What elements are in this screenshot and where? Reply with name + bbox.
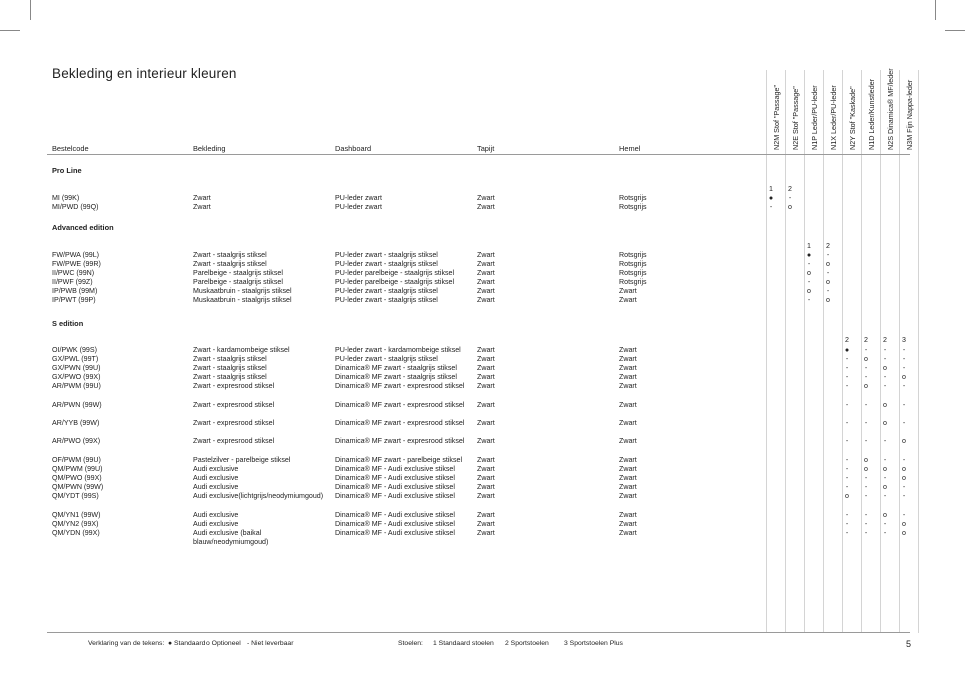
headliner: Zwart — [619, 511, 637, 519]
order-code: GX/PWO (99X) — [52, 373, 101, 381]
crop-mark — [935, 0, 936, 20]
col-header-option: N2Y Stof "Kaskade" — [848, 86, 857, 150]
upholstery: Audi exclusive — [193, 520, 239, 528]
seat-number: 2 — [883, 336, 887, 344]
page-title: Bekleding en interieur kleuren — [52, 66, 237, 81]
carpet: Zwart — [477, 373, 495, 381]
availability-mark: - — [845, 355, 849, 363]
order-code: MI (99K) — [52, 194, 80, 202]
col-header-option: N1X Leder/PU-leder — [829, 85, 838, 150]
carpet: Zwart — [477, 203, 495, 211]
order-code: AR/PWM (99U) — [52, 382, 101, 390]
dashboard: Dinamica® MF zwart - staalgrijs stiksel — [335, 364, 457, 372]
upholstery: Zwart - staalgrijs stiksel — [193, 373, 267, 381]
upholstery: Muskaatbruin - staalgrijs stiksel — [193, 296, 292, 304]
availability-mark: - — [902, 382, 906, 390]
carpet: Zwart — [477, 483, 495, 491]
availability-mark: o — [902, 465, 906, 473]
section-title: Pro Line — [52, 166, 82, 175]
availability-mark: - — [902, 401, 906, 409]
availability-mark: - — [845, 483, 849, 491]
carpet: Zwart — [477, 492, 495, 500]
availability-mark: o — [883, 511, 887, 519]
order-code: QM/YDT (99S) — [52, 492, 99, 500]
availability-mark: - — [845, 529, 849, 537]
headliner: Zwart — [619, 382, 637, 390]
order-code: QM/YDN (99X) — [52, 529, 100, 537]
seat-number: 3 — [902, 336, 906, 344]
availability-mark: - — [864, 520, 868, 528]
upholstery: Audi exclusive — [193, 465, 239, 473]
seats-label: Stoelen: — [398, 640, 423, 647]
availability-mark: o — [788, 203, 792, 211]
dashboard: Dinamica® MF zwart - expresrood stiksel — [335, 382, 465, 390]
carpet: Zwart — [477, 260, 495, 268]
upholstery: Zwart - expresrood stiksel — [193, 419, 275, 427]
col-header-bekleding: Bekleding — [193, 144, 226, 153]
seat-number: 2 — [826, 242, 830, 250]
order-code: FW/PWA (99L) — [52, 251, 100, 259]
carpet: Zwart — [477, 251, 495, 259]
seat-number: 2 — [788, 185, 792, 193]
upholstery: Zwart - kardamombeige stiksel — [193, 346, 290, 354]
availability-mark: - — [902, 346, 906, 354]
headliner: Zwart — [619, 346, 637, 354]
headliner: Zwart — [619, 465, 637, 473]
crop-mark — [30, 0, 31, 20]
col-header-option: N1D Leder/Kunstleder — [867, 78, 876, 150]
carpet: Zwart — [477, 296, 495, 304]
col-header-option: N2S Dinamica® MF/leder — [886, 68, 895, 150]
crop-mark — [0, 30, 20, 31]
dashboard: PU-leder zwart - staalgrijs stiksel — [335, 260, 438, 268]
carpet: Zwart — [477, 194, 495, 202]
availability-mark: - — [845, 401, 849, 409]
availability-mark: - — [883, 492, 887, 500]
carpet: Zwart — [477, 287, 495, 295]
availability-mark: o — [902, 520, 906, 528]
availability-mark: - — [864, 511, 868, 519]
availability-mark: - — [807, 296, 811, 304]
page-number: 5 — [906, 639, 912, 649]
availability-mark: - — [845, 437, 849, 445]
headliner: Rotsgrijs — [619, 251, 647, 259]
order-code: OI/PWK (99S) — [52, 346, 97, 354]
availability-mark: - — [845, 520, 849, 528]
order-code: QM/PWN (99W) — [52, 483, 104, 491]
upholstery: Zwart - staalgrijs stiksel — [193, 260, 267, 268]
availability-mark: - — [902, 483, 906, 491]
carpet: Zwart — [477, 465, 495, 473]
headliner: Zwart — [619, 364, 637, 372]
availability-mark: - — [788, 194, 792, 202]
order-code: QM/PWO (99X) — [52, 474, 102, 482]
upholstery: Pastelzilver - parelbeige stiksel — [193, 456, 291, 464]
availability-mark: - — [845, 364, 849, 372]
availability-mark: o — [902, 373, 906, 381]
order-code: GX/PWL (99T) — [52, 355, 99, 363]
order-code: II/PWC (99N) — [52, 269, 95, 277]
upholstery: Muskaatbruin - staalgrijs stiksel — [193, 287, 292, 295]
col-header-option: N3M Fijn Nappa-leder — [905, 79, 914, 150]
upholstery: Audi exclusive — [193, 483, 239, 491]
dashboard: Dinamica® MF - Audi exclusive stiksel — [335, 529, 455, 537]
legend-label: Verklaring van de tekens: — [88, 640, 165, 647]
upholstery: Audi exclusive(lichtgrijs/neodymiumgoud) — [193, 492, 324, 500]
headliner: Zwart — [619, 401, 637, 409]
availability-mark: - — [845, 382, 849, 390]
availability-mark: - — [826, 269, 830, 277]
headliner: Rotsgrijs — [619, 269, 647, 277]
carpet: Zwart — [477, 401, 495, 409]
headliner: Zwart — [619, 355, 637, 363]
availability-mark: - — [845, 474, 849, 482]
headliner: Rotsgrijs — [619, 194, 647, 202]
availability-mark: o — [864, 382, 868, 390]
availability-mark: o — [826, 260, 830, 268]
headliner: Zwart — [619, 529, 637, 537]
headliner: Zwart — [619, 437, 637, 445]
order-code: II/PWF (99Z) — [52, 278, 93, 286]
order-code: OF/PWM (99U) — [52, 456, 101, 464]
seat-number: 1 — [807, 242, 811, 250]
availability-mark: - — [902, 492, 906, 500]
seat-type-1: 1 Standaard stoelen — [433, 640, 494, 647]
footer-divider — [47, 632, 910, 633]
availability-mark: - — [902, 419, 906, 427]
dashboard: PU-leder zwart - kardamombeige stiksel — [335, 346, 461, 354]
availability-mark: - — [902, 364, 906, 372]
upholstery: Audi exclusive (baikal blauw/neodymiumgoud) — [193, 529, 269, 547]
seat-number: 1 — [769, 185, 773, 193]
availability-mark: o — [864, 456, 868, 464]
availability-mark: - — [807, 278, 811, 286]
availability-mark: - — [864, 437, 868, 445]
availability-mark: o — [883, 364, 887, 372]
availability-mark: o — [826, 296, 830, 304]
order-code: FW/PWE (99R) — [52, 260, 101, 268]
headliner: Zwart — [619, 483, 637, 491]
dashboard: Dinamica® MF zwart - expresrood stiksel — [335, 419, 465, 427]
headliner: Zwart — [619, 520, 637, 528]
upholstery: Zwart - staalgrijs stiksel — [193, 364, 267, 372]
availability-mark: - — [845, 511, 849, 519]
availability-mark: - — [902, 355, 906, 363]
availability-mark: - — [864, 474, 868, 482]
availability-mark: - — [864, 419, 868, 427]
availability-mark: - — [845, 419, 849, 427]
col-header-option: N1P Leder/PU-leder — [810, 85, 819, 150]
seat-type-2: 2 Sportstoelen — [505, 640, 549, 647]
availability-mark: - — [883, 474, 887, 482]
dashboard: PU-leder zwart - staalgrijs stiksel — [335, 287, 438, 295]
headliner: Rotsgrijs — [619, 278, 647, 286]
availability-mark: o — [883, 401, 887, 409]
seat-number: 2 — [845, 336, 849, 344]
legend-not-available: - Niet leverbaar — [247, 640, 294, 647]
availability-mark: - — [864, 346, 868, 354]
availability-mark: - — [826, 287, 830, 295]
headliner: Zwart — [619, 474, 637, 482]
crop-mark — [945, 30, 965, 31]
availability-mark: o — [807, 287, 811, 295]
availability-mark: - — [902, 456, 906, 464]
order-code: IP/PWT (99P) — [52, 296, 96, 304]
upholstery: Zwart - expresrood stiksel — [193, 401, 275, 409]
dashboard: Dinamica® MF - Audi exclusive stiksel — [335, 520, 455, 528]
upholstery: Parelbeige - staalgrijs stiksel — [193, 269, 283, 277]
availability-mark: - — [883, 529, 887, 537]
carpet: Zwart — [477, 529, 495, 537]
carpet: Zwart — [477, 474, 495, 482]
dashboard: PU-leder zwart — [335, 194, 382, 202]
carpet: Zwart — [477, 456, 495, 464]
dashboard: Dinamica® MF zwart - staalgrijs stiksel — [335, 373, 457, 381]
headliner: Zwart — [619, 296, 637, 304]
availability-mark: - — [826, 251, 830, 259]
availability-mark: - — [883, 355, 887, 363]
seat-type-3: 3 Sportstoelen Plus — [564, 640, 623, 647]
headliner: Zwart — [619, 373, 637, 381]
dashboard: PU-leder parelbeige - staalgrijs stiksel — [335, 269, 455, 277]
dashboard: Dinamica® MF zwart - expresrood stiksel — [335, 401, 465, 409]
dashboard: Dinamica® MF zwart - parelbeige stiksel — [335, 456, 463, 464]
availability-mark: o — [883, 465, 887, 473]
availability-mark: - — [864, 492, 868, 500]
availability-mark: - — [864, 529, 868, 537]
carpet: Zwart — [477, 520, 495, 528]
availability-mark: - — [845, 465, 849, 473]
upholstery: Zwart - staalgrijs stiksel — [193, 251, 267, 259]
headliner: Rotsgrijs — [619, 203, 647, 211]
availability-mark: - — [883, 437, 887, 445]
dashboard: Dinamica® MF - Audi exclusive stiksel — [335, 492, 455, 500]
availability-mark: - — [883, 456, 887, 464]
upholstery: Zwart — [193, 203, 211, 211]
carpet: Zwart — [477, 269, 495, 277]
availability-mark: - — [769, 203, 773, 211]
headliner: Zwart — [619, 456, 637, 464]
legend-standard: ● Standaard — [168, 640, 206, 647]
dashboard: PU-leder zwart — [335, 203, 382, 211]
availability-mark: o — [864, 355, 868, 363]
order-code: QM/YN1 (99W) — [52, 511, 101, 519]
order-code: AR/YYB (99W) — [52, 419, 100, 427]
upholstery: Zwart - expresrood stiksel — [193, 437, 275, 445]
headliner: Rotsgrijs — [619, 260, 647, 268]
order-code: QM/PWM (99U) — [52, 465, 103, 473]
upholstery: Zwart — [193, 194, 211, 202]
dashboard: PU-leder parelbeige - staalgrijs stiksel — [335, 278, 455, 286]
dashboard: Dinamica® MF - Audi exclusive stiksel — [335, 511, 455, 519]
upholstery: Zwart - expresrood stiksel — [193, 382, 275, 390]
dashboard: Dinamica® MF - Audi exclusive stiksel — [335, 465, 455, 473]
carpet: Zwart — [477, 346, 495, 354]
availability-mark: o — [864, 465, 868, 473]
availability-mark: o — [845, 492, 849, 500]
dashboard: PU-leder zwart - staalgrijs stiksel — [335, 296, 438, 304]
carpet: Zwart — [477, 511, 495, 519]
availability-mark: - — [807, 260, 811, 268]
upholstery: Audi exclusive — [193, 474, 239, 482]
header-divider — [47, 154, 910, 155]
availability-mark: - — [864, 401, 868, 409]
availability-mark: - — [883, 346, 887, 354]
order-code: AR/PWN (99W) — [52, 401, 102, 409]
carpet: Zwart — [477, 278, 495, 286]
col-header-option: N2E Stof "Passage" — [791, 86, 800, 150]
section-title: S edition — [52, 319, 84, 328]
availability-mark: - — [864, 373, 868, 381]
column-separator — [918, 70, 919, 633]
carpet: Zwart — [477, 355, 495, 363]
upholstery: Audi exclusive — [193, 511, 239, 519]
availability-mark: ● — [844, 346, 850, 354]
dashboard: PU-leder zwart - staalgrijs stiksel — [335, 355, 438, 363]
order-code: IP/PWB (99M) — [52, 287, 98, 295]
upholstery: Parelbeige - staalgrijs stiksel — [193, 278, 283, 286]
carpet: Zwart — [477, 364, 495, 372]
col-header-dashboard: Dashboard — [335, 144, 372, 153]
headliner: Zwart — [619, 287, 637, 295]
col-header-hemel: Hemel — [619, 144, 641, 153]
headliner: Zwart — [619, 492, 637, 500]
order-code: QM/YN2 (99X) — [52, 520, 99, 528]
carpet: Zwart — [477, 382, 495, 390]
dashboard: PU-leder zwart - staalgrijs stiksel — [335, 251, 438, 259]
dashboard: Dinamica® MF - Audi exclusive stiksel — [335, 483, 455, 491]
availability-mark: - — [864, 483, 868, 491]
availability-mark: o — [902, 529, 906, 537]
upholstery: Zwart - staalgrijs stiksel — [193, 355, 267, 363]
carpet: Zwart — [477, 437, 495, 445]
availability-mark: - — [883, 373, 887, 381]
order-code: AR/PWO (99X) — [52, 437, 101, 445]
section-title: Advanced edition — [52, 223, 114, 232]
availability-mark: - — [845, 373, 849, 381]
availability-mark: ● — [768, 194, 774, 202]
legend-optional: o Optioneel — [206, 640, 241, 647]
availability-mark: o — [826, 278, 830, 286]
availability-mark: - — [864, 364, 868, 372]
availability-mark: o — [883, 483, 887, 491]
availability-mark: - — [845, 456, 849, 464]
order-code: GX/PWN (99U) — [52, 364, 101, 372]
seat-number: 2 — [864, 336, 868, 344]
availability-mark: o — [902, 474, 906, 482]
headliner: Zwart — [619, 419, 637, 427]
dashboard: Dinamica® MF - Audi exclusive stiksel — [335, 474, 455, 482]
col-header-tapijt: Tapijt — [477, 144, 495, 153]
availability-mark: ● — [806, 251, 812, 259]
availability-mark: o — [807, 269, 811, 277]
availability-mark: - — [883, 382, 887, 390]
availability-mark: - — [883, 520, 887, 528]
availability-mark: - — [902, 511, 906, 519]
order-code: MI/PWD (99Q) — [52, 203, 99, 211]
col-header-option: N2M Stof "Passage" — [772, 84, 781, 150]
col-header-bestelcode: Bestelcode — [52, 144, 89, 153]
availability-mark: o — [883, 419, 887, 427]
availability-mark: o — [902, 437, 906, 445]
carpet: Zwart — [477, 419, 495, 427]
dashboard: Dinamica® MF zwart - expresrood stiksel — [335, 437, 465, 445]
